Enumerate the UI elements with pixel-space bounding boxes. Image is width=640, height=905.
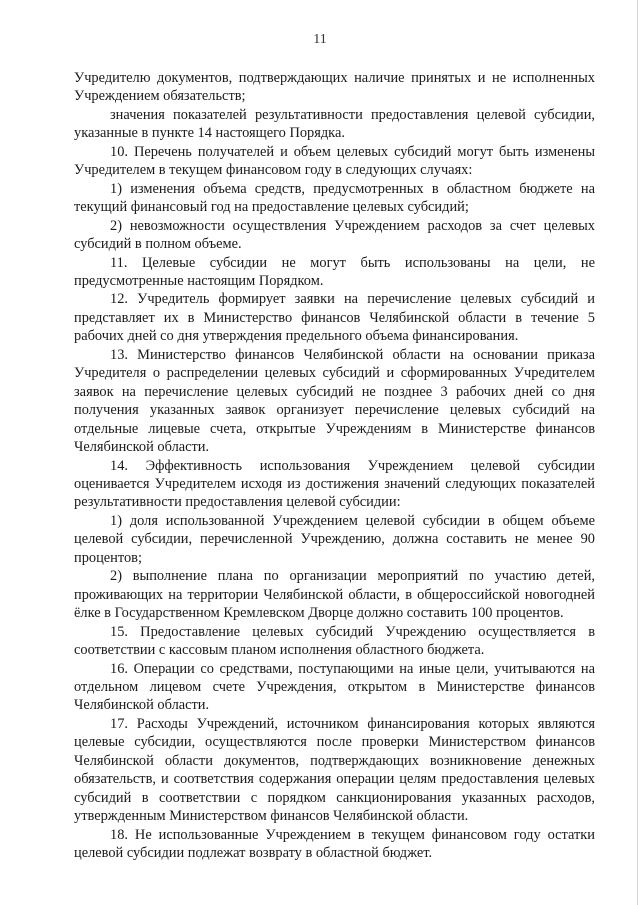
paragraph-14-item-1: 1) доля использованной Учреждением целевой субсидии в общем объеме целевой субсидии, перечисленной Учреждению, должна составить не менее 90 процентов; <box>74 512 595 566</box>
document-body <box>74 69 595 862</box>
paragraph-10-item-1: 1) изменения объема средств, предусмотренных в областном бюджете на текущий финансовый год на предоставление целевых субсидий; <box>74 180 595 216</box>
paragraph-13: 13. Министерство финансов Челябинской области на основании приказа Учредителя о распределении целевых субсидий и сформированных Учредителем заявок на перечисление целевых субсидий не позднее 3 рабочих дней со дня получения указанных заявок организует перечисление целевых субсидий на отдельные лицевые счета, открытые Учреждениям в Министерстве финансов Челябинской области. <box>74 346 595 456</box>
scan-edge-line <box>637 0 638 905</box>
paragraph-performance-indicators: значения показателей результативности предоставления целевой субсидии, указанные в пункте 14 настоящего Порядка. <box>74 106 595 142</box>
paragraph-15: 15. Предоставление целевых субсидий Учреждению осуществляется в соответствии с кассовым планом исполнения областного бюджета. <box>74 623 595 659</box>
paragraph-11: 11. Целевые субсидии не могут быть использованы на цели, не предусмотренные настоящим Порядком. <box>74 254 595 289</box>
paragraph-17: 17. Расходы Учреждений, источником финансирования которых являются целевые субсидии, осуществляются после проверки Министерством финансов Челябинской области документов, подтверждающих возникновение денежных обязательств, и соответствия содержания операции целям предоставления целевых субсидий в соответствии с порядком санкционирования указанных расходов, утвержденным Министерством финансов Челябинской области. <box>74 715 595 825</box>
paragraph-10: 10. Перечень получателей и объем целевых субсидий могут быть изменены Учредителем в текущем финансовом году в следующих случаях: <box>74 143 595 179</box>
paragraph-14-item-2: 2) выполнение плана по организации мероприятий по участию детей, проживающих на территории Челябинской области, в общероссийской новогодней ёлке в Государственном Кремлевском Дворце должно составить 100 процентов. <box>74 568 595 622</box>
paragraph-continuation-obligations: Учредителю документов, подтверждающих наличие принятых и не исполненных Учреждением обязательств; <box>74 70 595 105</box>
page-number: 11 <box>313 32 327 47</box>
paragraph-18: 18. Не использованные Учреждением в текущем финансовом году остатки целевой субсидии подлежат возврату в областной бюджет. <box>74 826 595 862</box>
paragraph-12: 12. Учредитель формирует заявки на перечисление целевых субсидий и представляет их в Министерство финансов Челябинской области в течение 5 рабочих дней со дня утверждения предельного объема финансирования. <box>74 291 595 345</box>
paragraph-10-item-2: 2) невозможности осуществления Учреждением расходов за счет целевых субсидий в полном объеме. <box>74 217 595 253</box>
paragraph-16: 16. Операции со средствами, поступающими на иные цели, учитываются на отдельном лицевом счете Учреждения, открытом в Министерстве финансов Челябинской области. <box>74 660 595 714</box>
paragraph-14: 14. Эффективность использования Учреждением целевой субсидии оценивается Учредителем исходя из достижения значений следующих показателей результативности предоставления целевой субсидии: <box>74 457 595 511</box>
